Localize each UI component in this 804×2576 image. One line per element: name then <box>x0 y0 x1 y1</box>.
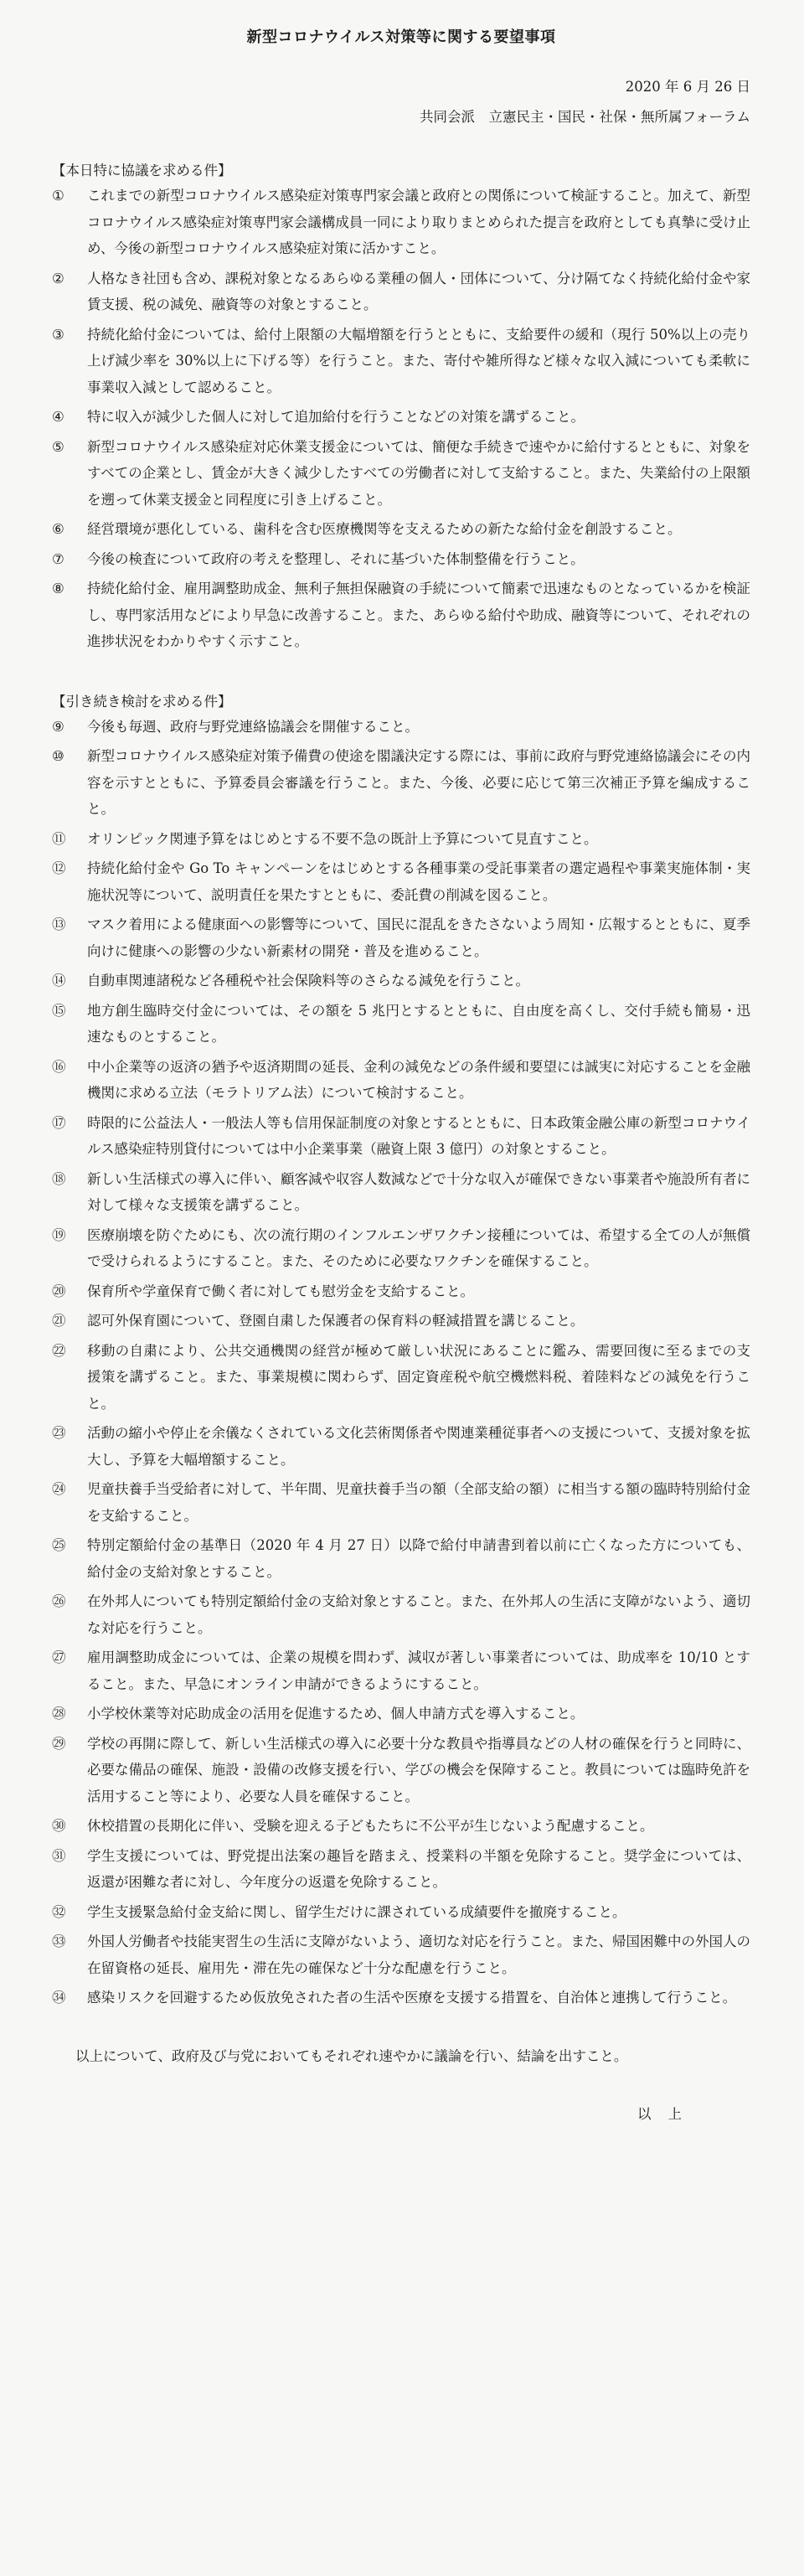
item-number: ① <box>52 188 64 204</box>
item-text: 保育所や学童保育で働く者に対しても慰労金を支給すること。 <box>87 1283 474 1299</box>
item-text: 新型コロナウイルス感染症対策予備費の使途を閣議決定する際には、事前に政府与野党連絡協議会にその内容を示すとともに、予算委員会審議を行うこと。また、今後、必要に応じて第三次補正予算を編成すること。 <box>87 748 751 817</box>
request-item <box>52 911 750 964</box>
item-text: 新型コロナウイルス感染症対応休業支援金については、簡便な手続きで速やかに給付するとともに、対象をすべての企業とし、賃金が大きく減少したすべての労働者に対して支給すること。また、失業給付の上限額を遡って休業支援金と同程度に引き上げること。 <box>87 438 750 508</box>
item-text: 学生支援については、野党提出法案の趣旨を踏まえ、授業料の半額を免除すること。奨学金については、返還が困難な者に対し、今年度分の返還を免除すること。 <box>87 1847 750 1890</box>
document-title: 新型コロナウイルス対策等に関する要望事項 <box>246 28 556 46</box>
request-item <box>52 1644 750 1697</box>
item-text: 今後も毎週、政府与野党連絡協議会を開催すること。 <box>87 718 419 735</box>
request-item <box>52 183 750 262</box>
item-number: ② <box>52 270 64 287</box>
item-number: ⑥ <box>52 521 64 537</box>
item-text: 持続化給付金や Go To キャンペーンをはじめとする各種事業の受託事業者の選定過程や事業実施体制・実施状況等について、説明責任を果たすとともに、委託費の削減を図ること。 <box>87 860 750 903</box>
request-item <box>52 826 750 853</box>
request-item <box>52 1701 750 1727</box>
item-number: ㉕ <box>52 1537 66 1553</box>
item-number: ⑦ <box>52 550 64 567</box>
request-item <box>52 1338 750 1417</box>
request-item <box>52 855 750 908</box>
priority-items-list <box>52 183 750 655</box>
item-number: ㉓ <box>52 1425 66 1441</box>
item-text: 特別定額給付金の基準日（2020 年 4 月 27 日）以降で給付申請書到着以前に亡くなった方についても、給付金の支給対象とすること。 <box>87 1537 750 1580</box>
item-number: ⑤ <box>52 438 64 455</box>
continued-items-list <box>52 714 750 2011</box>
item-text: 新しい生活様式の導入に伴い、顧客減や収容人数減などで十分な収入が確保できない事業者や施設所有者に対して様々な支援策を講ずること。 <box>87 1170 750 1213</box>
item-text: 時限的に公益法人・一般法人等も信用保証制度の対象とするとともに、日本政策金融公庫の新型コロナウイルス感染症特別貸付については中小企業事業（融資上限 3 億円）の対象とすること。 <box>87 1114 750 1157</box>
item-text: 雇用調整助成金については、企業の規模を問わず、減収が著しい事業者については、助成率を 10/10 とすること。また、早急にオンライン申請ができるようにすること。 <box>87 1649 750 1692</box>
item-number: ⑩ <box>52 748 64 764</box>
item-number: ㉚ <box>52 1818 66 1834</box>
request-item <box>52 516 750 543</box>
request-item <box>52 1843 750 1896</box>
item-number: ⑫ <box>52 860 66 876</box>
item-text: 認可外保育園について、登園自粛した保護者の保育料の軽減措置を講じること。 <box>87 1313 585 1329</box>
item-text: 在外邦人についても特別定額給付金の支給対象とすること。また、在外邦人の生活に支障がないよう、適切な対応を行うこと。 <box>87 1593 750 1636</box>
request-item <box>52 1731 750 1810</box>
request-item <box>52 1985 750 2011</box>
request-item <box>52 1420 750 1473</box>
item-text: オリンピック関連予算をはじめとする不要不急の既計上予算について見直すこと。 <box>87 830 598 847</box>
request-item <box>52 1928 750 1981</box>
request-item <box>52 1222 750 1275</box>
item-number: ㉜ <box>52 1903 66 1920</box>
item-text: 学校の再開に際して、新しい生活様式の導入に必要十分な教員や指導員などの人材の確保を行うと同時に、必要な備品の確保、施設・設備の改修支援を行い、学びの機会を保障すること。教員については臨時免許を活用すること等により、必要な人員を確保すること。 <box>87 1735 750 1804</box>
request-item <box>52 576 750 655</box>
item-text: 医療崩壊を防ぐためにも、次の流行期のインフルエンザワクチン接種については、希望する全ての人が無償で受けられるようにすること。また、そのために必要なワクチンを確保すること。 <box>87 1226 750 1269</box>
request-item <box>52 714 750 741</box>
item-text: 持続化給付金については、給付上限額の大幅増額を行うとともに、支給要件の緩和（現行 50%以上の売り上げ減少率を 30%以上に下げる等）を行うこと。また、寄付や雑所得など様々な収入減についても柔軟に事業収入減として認めること。 <box>87 326 750 395</box>
item-number: ⑪ <box>52 830 66 847</box>
item-number: ㉘ <box>52 1706 66 1722</box>
end-mark: 以上 <box>637 2105 698 2122</box>
request-item <box>52 322 750 401</box>
request-item <box>52 1110 750 1163</box>
request-item <box>52 1308 750 1334</box>
request-item <box>52 1532 750 1585</box>
item-text: 経営環境が悪化している、歯科を含む医療機関等を支えるための新たな給付金を創設すること。 <box>87 521 682 537</box>
item-text: 感染リスクを回避するため仮放免された者の生活や医療を支援する措置を、自治体と連携して行うこと。 <box>87 1990 737 2006</box>
item-text: 小学校休業等対応助成金の活用を促進するため、個人申請方式を導入すること。 <box>87 1706 585 1722</box>
request-item <box>52 434 750 514</box>
item-number: ㉝ <box>52 1933 66 1949</box>
section-heading: 【本日特に協議を求める件】 <box>52 163 232 178</box>
document-date: 2020 年 6 月 26 日 <box>625 79 750 95</box>
item-text: マスク着用による健康面への影響等について、国民に混乱をきたさないよう周知・広報するとともに、夏季向けに健康への影響の少ない新素材の開発・普及を進めること。 <box>87 916 750 959</box>
request-item <box>52 1476 750 1529</box>
item-text: 特に収入が減少した個人に対して追加給付を行うことなどの対策を講ずること。 <box>87 409 585 425</box>
item-text: 今後の検査について政府の考えを整理し、それに基づいた体制整備を行うこと。 <box>87 550 585 567</box>
item-text: 中小企業等の返済の猶予や返済期間の延長、金利の減免などの条件緩和要望には誠実に対応することを金融機関に求める立法（モラトリアム法）について検討すること。 <box>87 1058 750 1101</box>
item-number: ㉛ <box>52 1847 66 1864</box>
request-item <box>52 998 750 1051</box>
request-item <box>52 1588 750 1641</box>
item-text: 活動の縮小や停止を余儀なくされている文化芸術関係者や関連業種従事者への支援について、支援対象を拡大し、予算を大幅増額すること。 <box>87 1425 750 1468</box>
request-item <box>52 266 750 318</box>
item-text: 地方創生臨時交付金については、その額を 5 兆円とするとともに、自由度を高くし、交付手続も簡易・迅速なものとすること。 <box>87 1002 750 1045</box>
item-text: 休校措置の長期化に伴い、受験を迎える子どもたちに不公平が生じないよう配慮すること。 <box>87 1818 654 1834</box>
item-number: ⑧ <box>52 581 64 596</box>
item-text: これまでの新型コロナウイルス感染症対策専門家会議と政府との関係について検証すること。加えて、新型コロナウイルス感染症対策専門家会議構成員一同により取りまとめられた提言を政府としても真摯に受け止め、今後の新型コロナウイルス感染症対策に活かすこと。 <box>87 188 750 256</box>
request-item <box>52 1899 750 1926</box>
item-number: ③ <box>52 326 64 343</box>
item-number: ㉑ <box>52 1313 66 1329</box>
item-number: ㉙ <box>52 1735 66 1752</box>
request-item <box>52 1278 750 1305</box>
item-number: ㉔ <box>52 1481 66 1497</box>
request-item <box>52 546 750 573</box>
item-text: 児童扶養手当受給者に対して、半年間、児童扶養手当の額（全部支給の額）に相当する額の臨時特別給付金を支給すること。 <box>87 1481 750 1524</box>
item-number: ㉗ <box>52 1649 66 1665</box>
item-number: ⑲ <box>52 1226 66 1243</box>
item-text: 自動車関連諸税など各種税や社会保険料等のさらなる減免を行うこと。 <box>87 973 529 989</box>
item-number: ㉒ <box>52 1342 66 1359</box>
item-text: 外国人労働者や技能実習生の生活に支障がないよう、適切な対応を行うこと。また、帰国困難中の外国人の在留資格の延長、雇用先・滞在先の確保など十分な配慮を行うこと。 <box>87 1933 750 1976</box>
request-item <box>52 404 750 431</box>
request-item <box>52 1813 750 1840</box>
item-number: ⑭ <box>52 973 66 989</box>
item-number: ㉖ <box>52 1593 66 1609</box>
item-number: ⑮ <box>52 1002 66 1019</box>
item-text: 人格なき社団も含め、課税対象となるあらゆる業種の個人・団体について、分け隔てなく持続化給付金や家賃支援、税の減免、融資等の対象とすること。 <box>87 270 750 312</box>
request-item <box>52 1054 750 1107</box>
organization-name: 共同会派 立憲民主・国民・社保・無所属フォーラム <box>419 109 750 125</box>
section-continued-items <box>52 690 750 2011</box>
item-text: 持続化給付金、雇用調整助成金、無利子無担保融資の手続について簡素で迅速なものとなっているかを検証し、専門家活用などにより早急に改善すること。また、あらゆる給付や助成、融資等について、それぞれの進捗状況をわかりやすく示すこと。 <box>87 581 750 649</box>
item-number: ⑱ <box>52 1170 66 1187</box>
item-number: ㉞ <box>52 1990 66 2006</box>
section-heading: 【引き続き検討を求める件】 <box>52 693 232 710</box>
request-item <box>52 1166 750 1219</box>
item-number: ⑳ <box>52 1283 66 1299</box>
closing-statement: 以上について、政府及び与党においてもそれぞれ速やかに議論を行い、結論を出すこと。 <box>75 2047 628 2064</box>
item-number: ⑯ <box>52 1058 66 1075</box>
request-item <box>52 743 750 823</box>
item-text: 学生支援緊急給付金支給に関し、留学生だけに課されている成績要件を撤廃すること。 <box>87 1903 626 1920</box>
item-number: ⑨ <box>52 718 64 735</box>
item-text: 移動の自粛により、公共交通機関の経営が極めて厳しい状況にあることに鑑み、需要回復に至るまでの支援策を講ずること。また、事業規模に関わらず、固定資産税や航空機燃料税、着陸料などの減免を行うこと。 <box>87 1342 750 1412</box>
request-item <box>52 968 750 994</box>
item-number: ⑰ <box>52 1114 66 1131</box>
section-priority-items <box>52 159 750 655</box>
item-number: ④ <box>52 409 64 425</box>
item-number: ⑬ <box>52 916 66 932</box>
